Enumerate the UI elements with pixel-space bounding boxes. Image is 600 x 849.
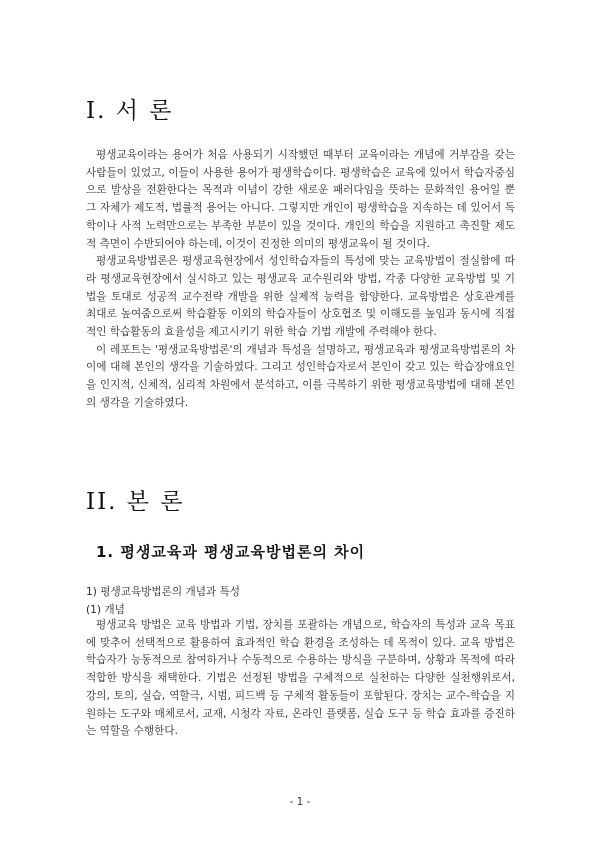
body-text — [86, 617, 515, 741]
body-paragraph: 평생교육 방법은 교육 방법과 기법, 장치를 포괄하는 개념으로, 학습자의 특성과 교육 목표에 맞추어 선택적으로 활용하여 효과적인 학습 환경을 조성하는 데 목적이 있다. 교육 방법은 학습자가 능동적으로 참여하거나 수동적으로 수용하는 방식을 구분하며, 상황과 목적에 따라 적합한 방식을 채택한다. 기법은 선정된 방법을 구체적으로 실천하는 다양한 실천행위로서, 강의, 토의, 실습, 역할극, 시범, 피드백 등 구체적 활동들이 포함된다. 장치는 교수-학습을 지원하는 도구와 매체로서, 교재, 시청각 자료, 온라인 플랫폼, 실습 도구 등 학습 효과를 증진하는 역할을 수행한다. — [86, 619, 515, 738]
intro-paragraph-2: 평생교육방법론은 평생교육현장에서 성인학습자들의 특성에 맞는 교육방법이 절실함에 따라 평생교육현장에서 실시하고 있는 평생교육 교수원리와 방법, 각종 다양한 교육방법 및 기법을 토대로 성공적 교수전략 개발을 위한 실제적 능력을 함양한다. 교육방법은 상호관계를 최대로 높여줌으로써 학습활동 이외의 학습자들이 상호협조 및 이해도를 높임과 동시에 직접적인 학습활동의 효율성을 제고시키기 위한 학습 기법 개발에 주력해야 한다. — [86, 255, 515, 339]
intro-paragraph-3: 이 레포트는 '평생교육방법론'의 개념과 특성을 설명하고, 평생교육과 평생교육방법론의 차이에 대해 본인의 생각을 기술하였다. 그리고 성인학습자로서 본인이 갖고 있는 학습장애요인을 인지적, 신체적, 심리적 차원에서 분석하고, 이를 극복하기 위한 평생교육방법에 대해 본인의 생각을 기술하였다. — [86, 343, 515, 409]
list-item-2: (1) 개념 — [86, 604, 125, 616]
intro-heading: I. 서 론 — [86, 98, 174, 124]
page-number: - 1 - — [289, 796, 311, 808]
list-item-1: 1) 평생교육방법론의 개념과 특성 — [86, 586, 241, 598]
intro-paragraph-1: 평생교육이라는 용어가 처음 사용되기 시작했던 때부터 교육이라는 개념에 거부감을 갖는 사람들이 있었고, 이들이 사용한 용어가 평생학습이다. 평생학습은 교육에 있어서 학습자중심으로 발상을 전환한다는 목적과 이념이 강한 새로운 패러다임을 뜻하는 문화적인 용어일 뿐 그 자체가 제도적, 법률적 용어는 아니다. 그렇지만 개인이 평생학습을 지속하는 데 있어서 독학이나 사적 노력만으로는 부족한 부분이 있을 것이다. 개인의 학습을 지원하고 촉진할 제도적 측면이 수반되어야 하는데, 이것이 진정한 의미의 평생교육이 될 것이다. — [86, 149, 515, 250]
intro-body — [86, 147, 515, 413]
section-subheading: 1. 평생교육과 평생교육방법론의 차이 — [96, 543, 366, 561]
body-heading: II. 본 론 — [86, 489, 185, 515]
